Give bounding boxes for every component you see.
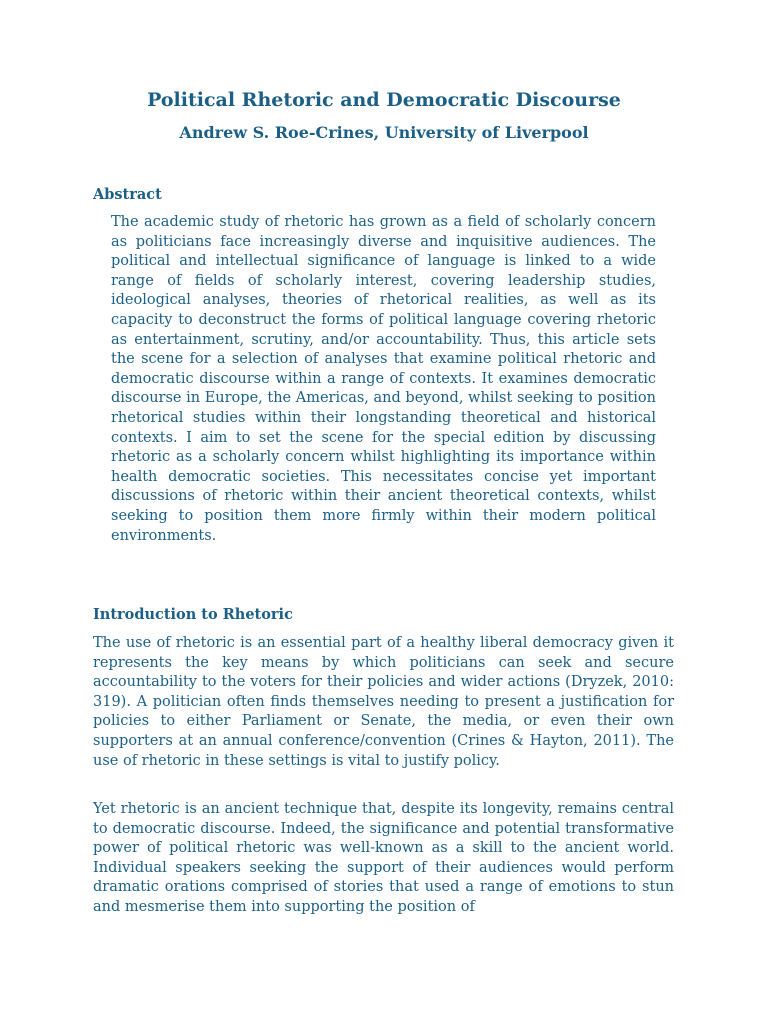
introduction-heading: Introduction to Rhetoric [93, 606, 293, 623]
introduction-paragraph-2: Yet rhetoric is an ancient technique that, despite its longevity, remains central to democratic discourse. Indeed, the significance and potential transformative power of political rhetoric was well-known as a skill to the ancient world. Individual speakers seeking the support of their audiences would perform dramatic orations comprised of stories that used a range of emotions to stun and mesmerise them into supporting the position of [93, 801, 674, 915]
abstract-heading: Abstract [93, 186, 162, 203]
abstract-text: The academic study of rhetoric has grown as a field of scholarly concern as politicians face increasingly diverse and inquisitive audiences. The political and intellectual significance of language is linked to a wide range of fields of scholarly interest, covering leadership studies, ideological analyses, theories of rhetorical realities, as well as its capacity to deconstruct the forms of political language covering rhetoric as entertainment, scrutiny, and/or accountability. Thus, this article sets the scene for a selection of analyses that examine political rhetoric and democratic discourse within a range of contexts. It examines democratic discourse in Europe, the Americas, and beyond, whilst seeking to position rhetorical studies within their longstanding theoretical and historical contexts. I aim to set the scene for the special edition by discussing rhetoric as a scholarly concern whilst highlighting its importance within health democratic societies. This necessitates concise yet important discussions of rhetoric within their ancient theoretical contexts, whilst seeking to position them more firmly within their modern political environments. [111, 214, 656, 544]
paper-title: Political Rhetoric and Democratic Discourse [147, 89, 621, 111]
author-line: Andrew S. Roe-Crines, University of Liverpool [179, 123, 589, 142]
introduction-paragraph-1: The use of rhetoric is an essential part of a healthy liberal democracy given it represents the key means by which politicians can seek and secure accountability to the voters for their policies and wider actions (Dryzek, 2010: 319). A politician often finds themselves needing to present a justification for policies to either Parliament or Senate, the media, or even their own supporters at an annual conference/convention (Crines & Hayton, 2011). The use of rhetoric in these settings is vital to justify policy. [93, 635, 674, 769]
